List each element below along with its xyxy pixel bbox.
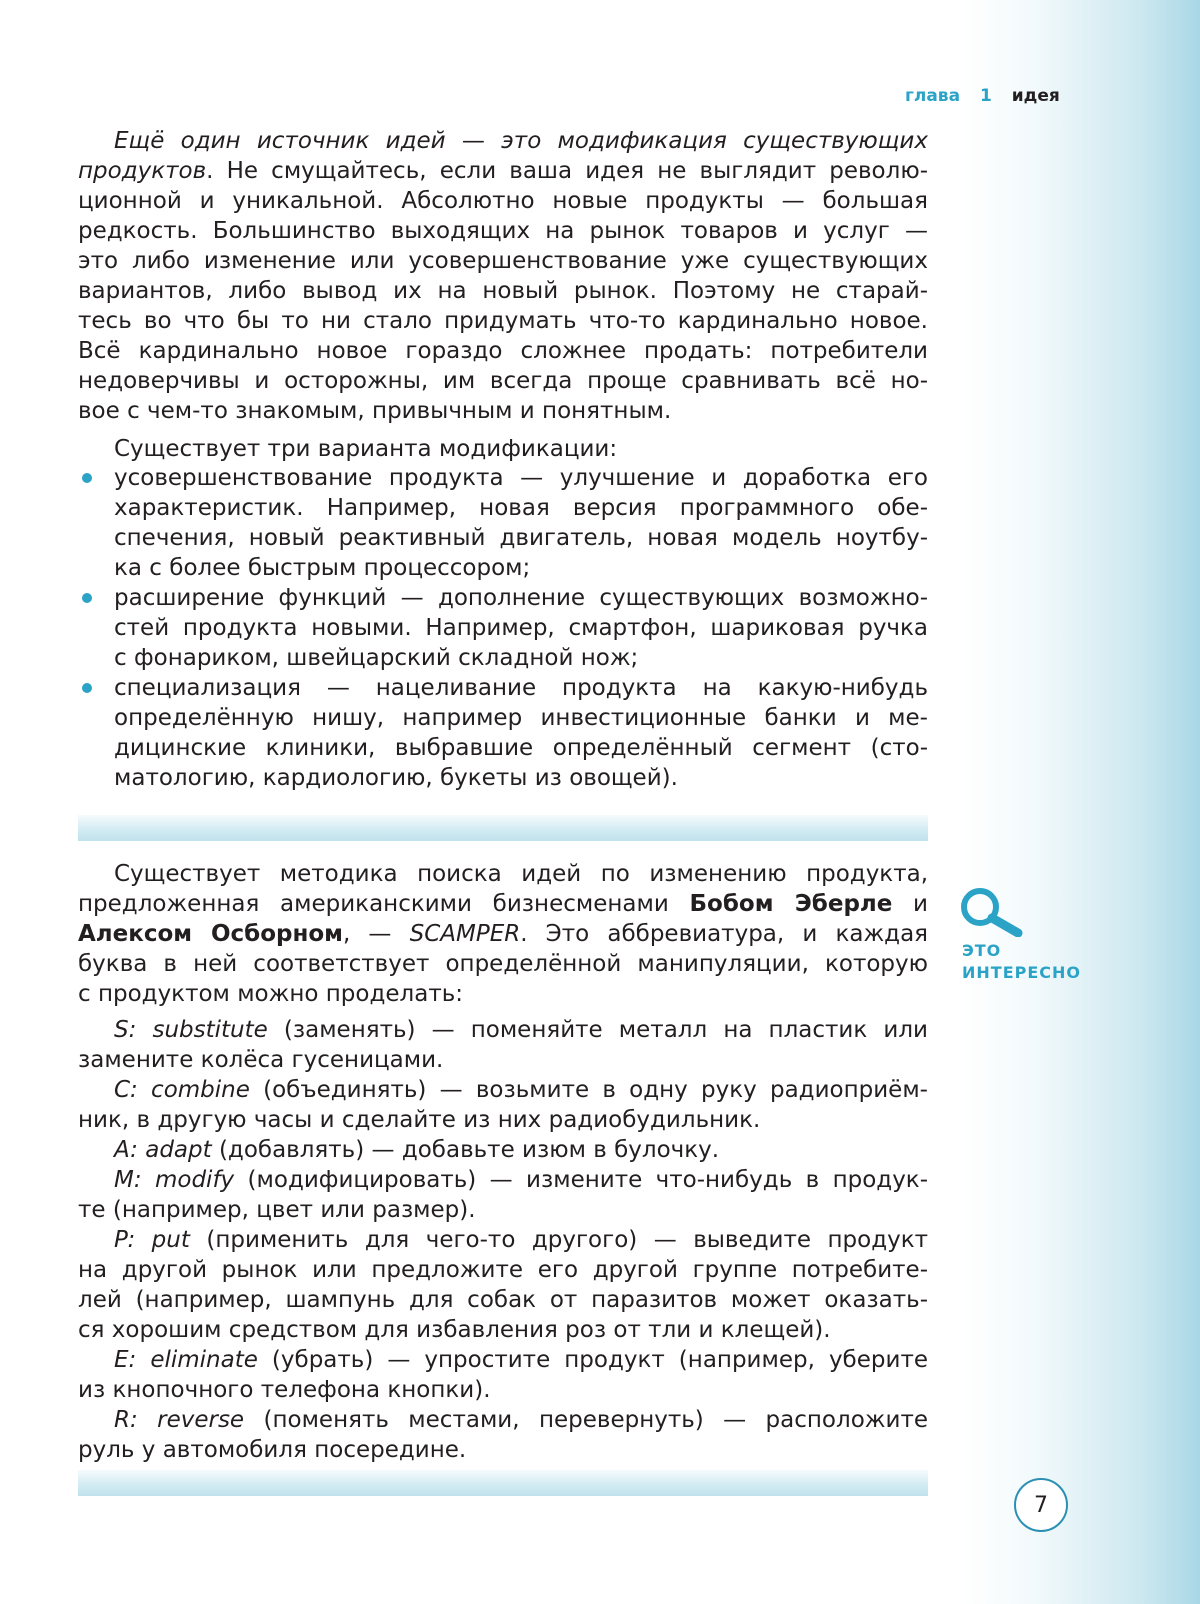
interesting-label-line: ЭТО xyxy=(962,941,1002,960)
text-line: спечения, новый реактивный двигатель, новая модель ноутбу- xyxy=(114,525,928,551)
scamper-item-c: C: combine (объединять) — возьмите в одну руку радиоприём- xyxy=(114,1077,928,1103)
text-line: вое с чем-то знакомым, привычным и понятным. xyxy=(78,398,672,424)
text-line: предложенная американскими бизнесменами Бобом Эберле и xyxy=(78,891,929,917)
text-line: недоверчивы и осторожны, им всегда проще сравнивать всё но- xyxy=(78,368,928,394)
text-line: с продуктом можно проделать: xyxy=(78,981,464,1007)
text-line: с фонариком, швейцарский складной нож; xyxy=(114,645,639,671)
text-line: руль у автомобиля посередине. xyxy=(78,1437,467,1463)
text-line: Всё кардинально новое гораздо сложнее продать: потребители xyxy=(78,338,928,364)
bullet-item xyxy=(78,673,928,793)
text-line: Ещё один источник идей — это модификация существующих xyxy=(114,128,928,154)
scamper-item-e: E: eliminate (убрать) — упростите продукт (например, уберите xyxy=(114,1347,928,1373)
interesting-label xyxy=(962,940,1081,984)
text-line: лей (например, шампунь для собак от паразитов может оказать- xyxy=(78,1287,928,1313)
scamper-item-s: S: substitute (заменять) — поменяйте металл на пластик или xyxy=(114,1017,928,1043)
scamper-item-p: P: put (применить для чего-то другого) — выведите продукт xyxy=(114,1227,928,1253)
scamper-intro xyxy=(78,859,928,1009)
running-head-number: 1 xyxy=(979,86,992,106)
text-line: буква в ней соответствует определённой манипуляции, которую xyxy=(78,951,928,977)
running-head-topic: идея xyxy=(1011,86,1060,106)
text-line: те (например, цвет или размер). xyxy=(78,1197,476,1223)
text-line: ся хорошим средством для избавления роз от тли и клещей). xyxy=(78,1317,831,1343)
text-line: Алексом Осборном, — SCAMPER. Это аббревиатура, и каждая xyxy=(78,921,928,947)
text-line: продуктов. Не смущайтесь, если ваша идея не выглядит револю- xyxy=(78,158,928,184)
text-line: специализация — нацеливание продукта на какую-нибудь xyxy=(114,675,928,701)
magnifier-icon xyxy=(958,887,1026,937)
text-line: Существует методика поиска идей по изменению продукта, xyxy=(114,861,928,887)
running-head-chapter: глава xyxy=(905,86,961,106)
text-line: замените колёса гусеницами. xyxy=(78,1047,444,1073)
variants-intro xyxy=(78,434,928,464)
text-line: Существует три варианта модификации: xyxy=(114,436,618,462)
text-line: характеристик. Например, новая версия программного обе- xyxy=(114,495,928,521)
paragraph-modification xyxy=(78,126,928,426)
text-line: дицинские клиники, выбравшие определённый сегмент (сто- xyxy=(114,735,928,761)
interesting-label-line: ИНТЕРЕСНО xyxy=(962,963,1082,982)
margin-strip xyxy=(960,0,1200,1604)
text-line: на другой рынок или предложите его другой группе потребите- xyxy=(78,1257,928,1283)
scamper-item-a: A: adapt (добавлять) — добавьте изюм в булочку. xyxy=(114,1137,720,1163)
scamper-item-r: R: reverse (поменять местами, перевернуть) — расположите xyxy=(114,1407,928,1433)
text-line: ционной и уникальной. Абсолютно новые продукты — большая xyxy=(78,188,928,214)
text-line: матологию, кардиологию, букеты из овощей). xyxy=(114,765,678,791)
text-line: вариантов, либо вывод их на новый рынок. Поэтому не старай- xyxy=(78,278,928,304)
scamper-list xyxy=(78,1015,928,1465)
text-line: редкость. Большинство выходящих на рынок товаров и услуг — xyxy=(78,218,928,244)
scamper-item-m: M: modify (модифицировать) — измените что-нибудь в продук- xyxy=(114,1167,928,1193)
text-line: это либо изменение или усовершенствование уже существующих xyxy=(78,248,928,274)
running-head xyxy=(905,86,1060,106)
bullet-item xyxy=(78,583,928,673)
text-line: ник, в другую часы и сделайте из них радиобудильник. xyxy=(78,1107,761,1133)
page-number: 7 xyxy=(1014,1478,1068,1532)
bullet-item xyxy=(78,463,928,583)
section-divider-bottom xyxy=(78,1470,928,1496)
text-line: расширение функций — дополнение существующих возможно- xyxy=(114,585,928,611)
text-line: усовершенствование продукта — улучшение и доработка его xyxy=(114,465,928,491)
text-line: ка с более быстрым процессором; xyxy=(114,555,531,581)
text-line: из кнопочного телефона кнопки). xyxy=(78,1377,491,1403)
text-line: определённую нишу, например инвестиционные банки и ме- xyxy=(114,705,928,731)
text-line: стей продукта новыми. Например, смартфон, шариковая ручка xyxy=(114,615,928,641)
text-line: тесь во что бы то ни стало придумать что-то кардинально новое. xyxy=(78,308,928,334)
section-divider-top xyxy=(78,815,928,841)
